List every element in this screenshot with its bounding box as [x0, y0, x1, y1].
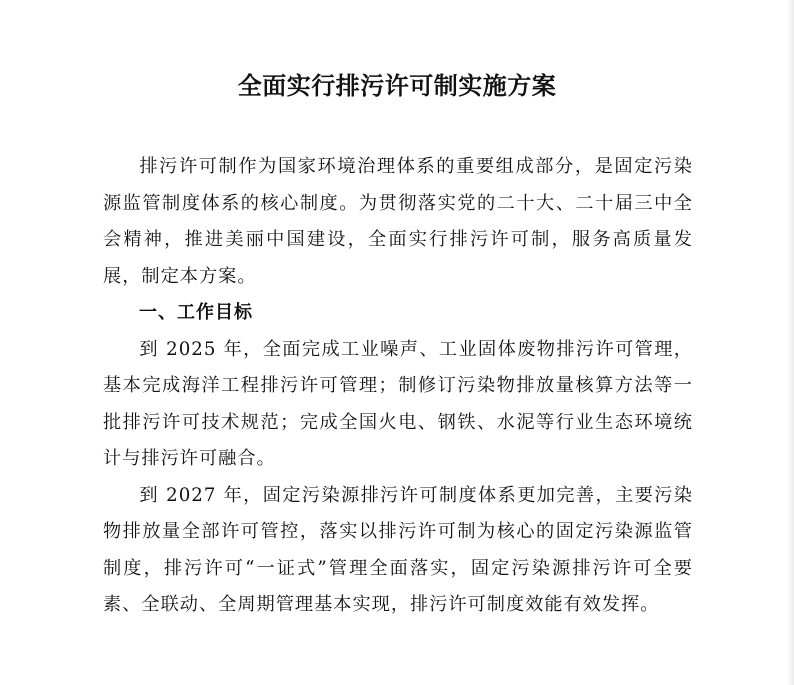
- section-heading-work-goals: 一、工作目标: [139, 302, 253, 323]
- intro-paragraph: 排污许可制作为国家环境治理体系的重要组成部分，是固定污染源监管制度体系的核心制度。为贯彻落实党的二十大、二十届三中全会精神，推进美丽中国建设，全面实行排污许可制，服务高质量发展，制定本方案。: [103, 156, 693, 287]
- goal-2025-paragraph: 到 2025 年，全面完成工业噪声、工业固体废物排污许可管理，基本完成海洋工程排污许可管理；制修订污染物排放量核算方法等一批排污许可技术规范；完成全国火电、钢铁、水泥等行业生态环境统计与排污许可融合。: [103, 338, 693, 469]
- document-title: 全面实行排污许可制实施方案: [237, 71, 557, 100]
- goal-2027-paragraph: 到 2027 年，固定污染源排污许可制度体系更加完善，主要污染物排放量全部许可管控，落实以排污许可制为核心的固定污染源监管制度，排污许可“一证式”管理全面落实，固定污染源排污许可全要素、全联动、全周期管理基本实现，排污许可制度效能有效发挥。: [103, 484, 693, 615]
- page-edge-shadow: [786, 0, 794, 685]
- document-body: [103, 149, 693, 624]
